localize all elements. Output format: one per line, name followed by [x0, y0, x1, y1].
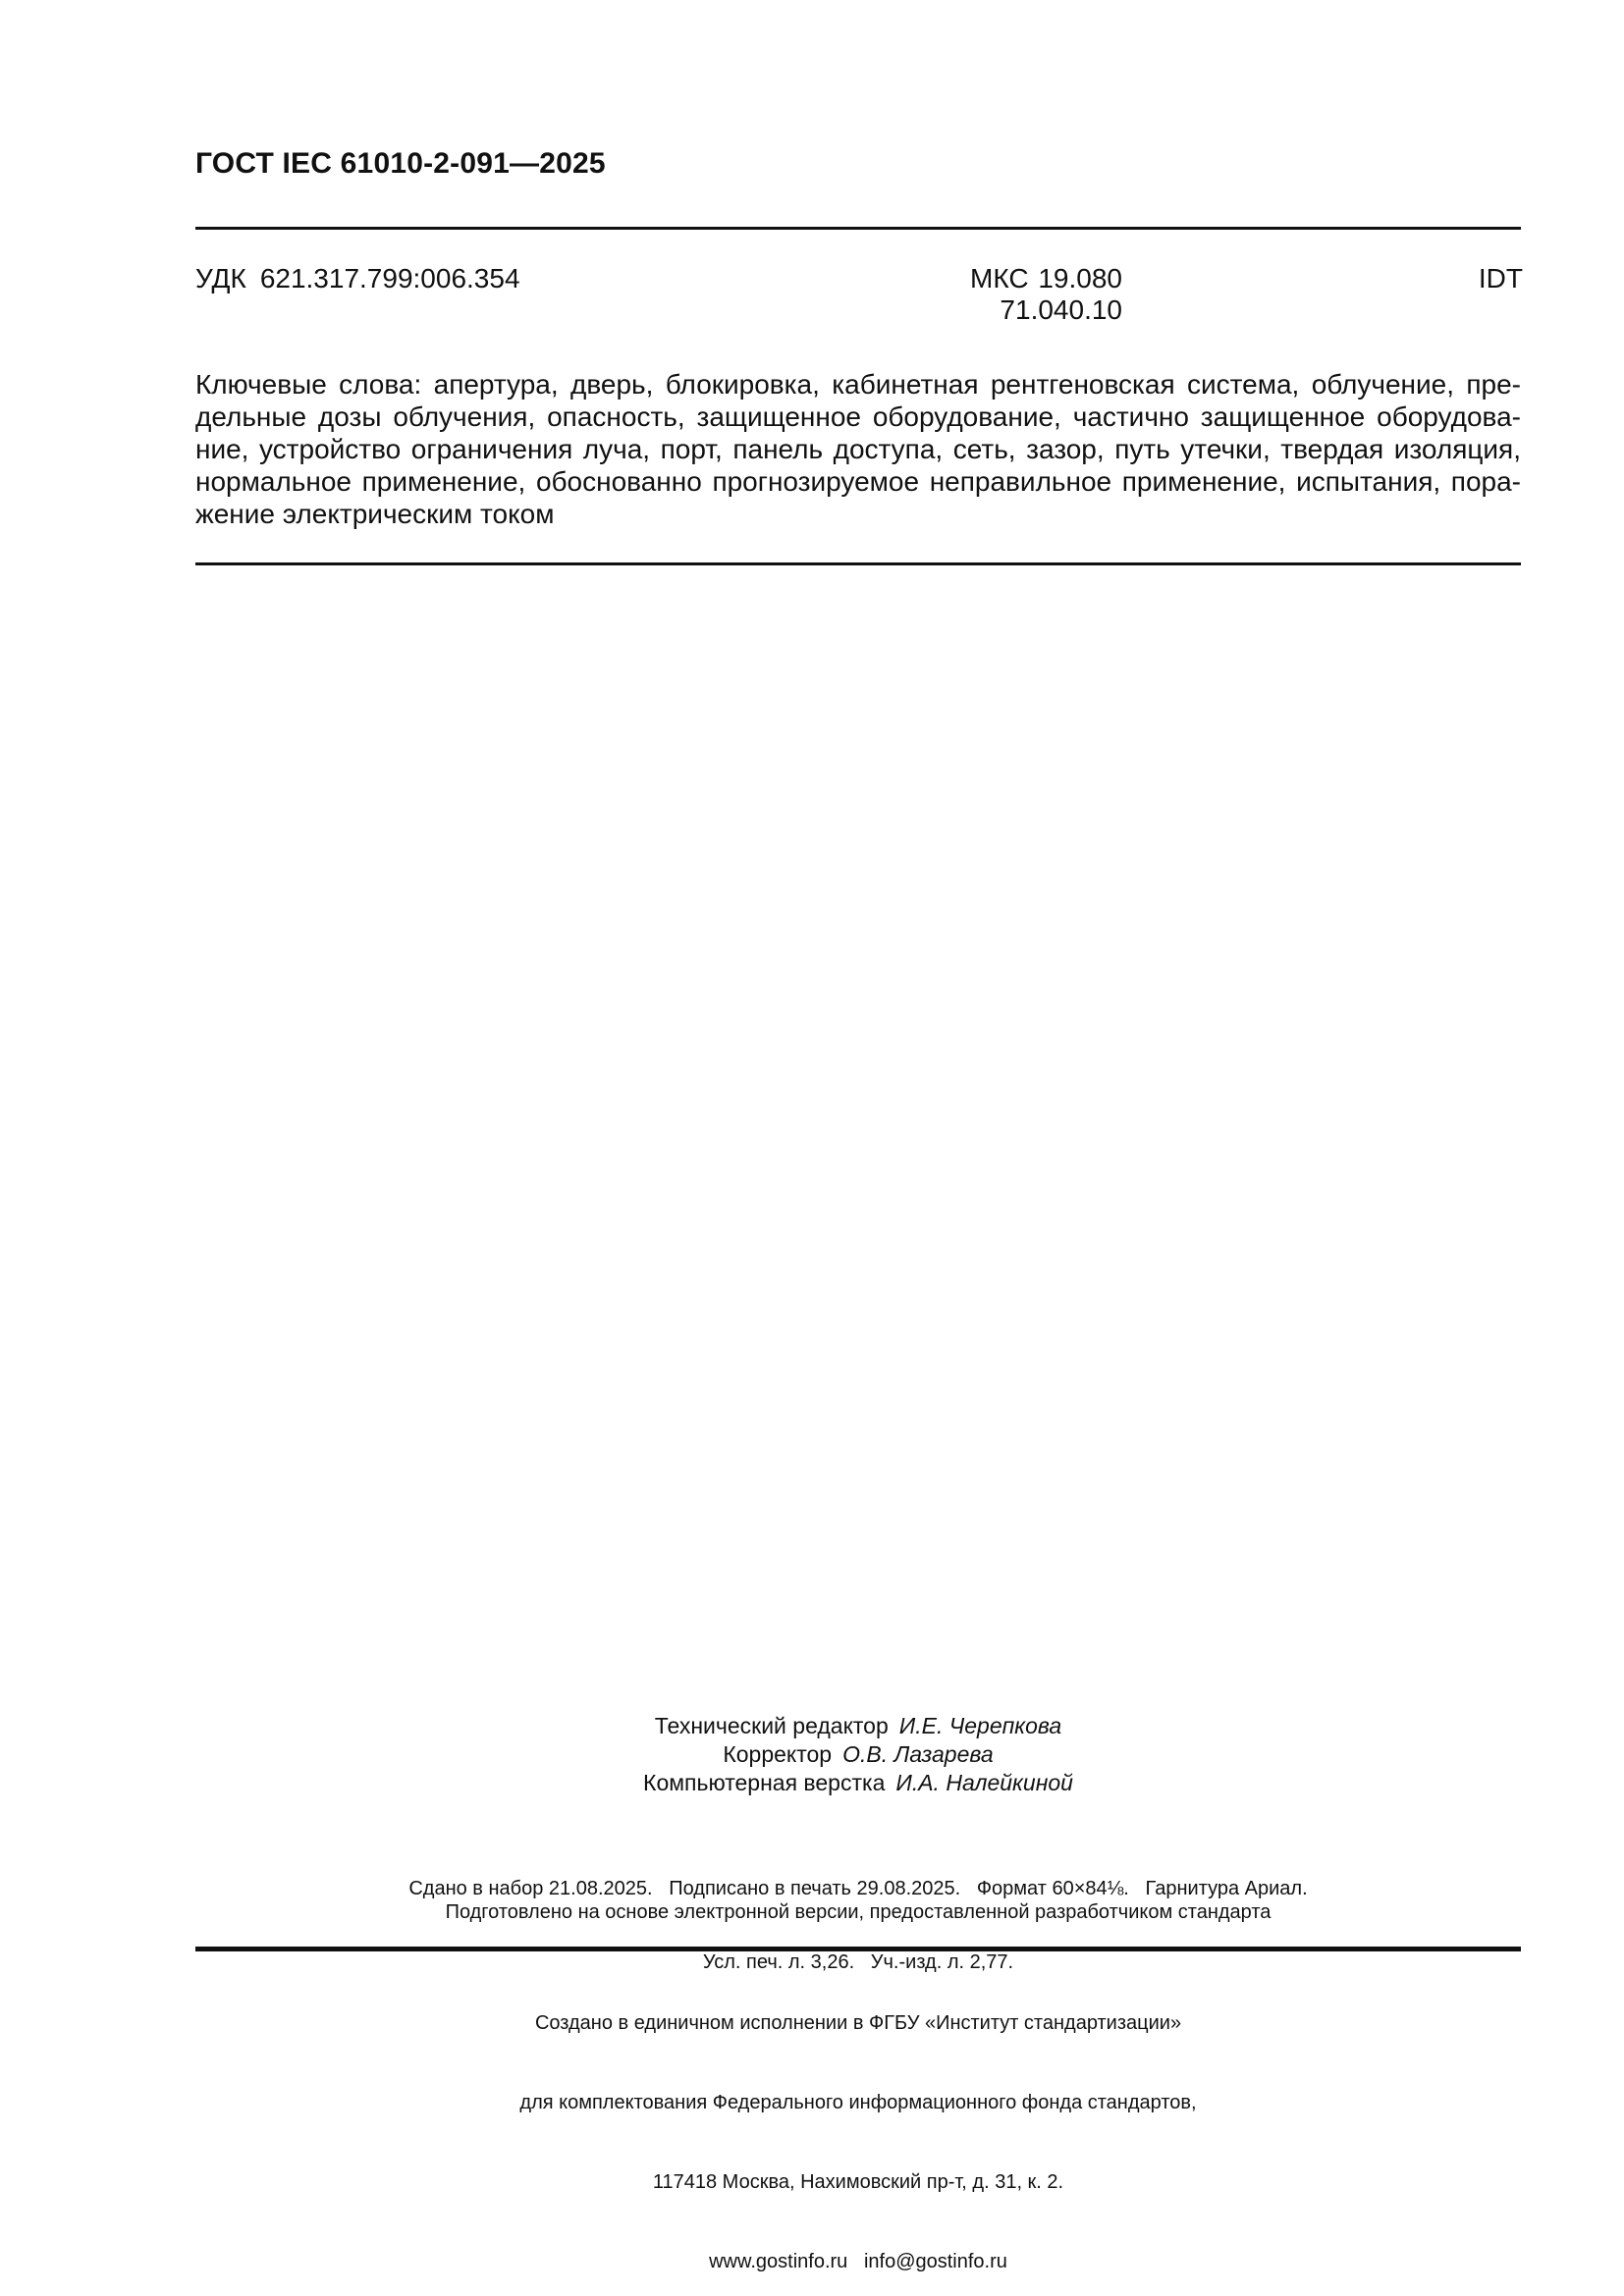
credit-person-name: И.А. Налейкиной — [895, 1770, 1073, 1795]
credit-role-label: Корректор — [723, 1741, 833, 1767]
credit-person-name: О.В. Лазарева — [842, 1741, 994, 1767]
udk-value: 621.317.799:006.354 — [259, 263, 520, 294]
credit-row-corrector — [195, 1740, 1521, 1769]
credit-role-label: Технический редактор — [654, 1713, 889, 1738]
imprint-line-dates-format: Сдано в набор 21.08.2025. Подписано в печать 29.08.2025. Формат 60×84⅛. Гарнитура Ариал. — [408, 1878, 1308, 1899]
keywords-line: Ключевые слова: апертура, дверь, блокировка, кабинетная рентгеновская система, облучение, пре- — [195, 369, 1521, 400]
keywords-line: дельные дозы облучения, опасность, защищенное оборудование, частично защищенное оборудова- — [195, 401, 1521, 432]
keywords-line: жение электрическим током — [195, 499, 555, 529]
credit-person-name: И.Е. Черепкова — [898, 1713, 1062, 1738]
mks-value-primary: 19.080 — [1038, 263, 1122, 294]
udk-classification — [195, 263, 520, 294]
publisher-line-purpose: для комплектования Федерального информационного фонда стандартов, — [519, 2092, 1197, 2113]
publisher-block — [195, 1957, 1521, 2296]
horizontal-rule-bottom — [195, 1947, 1521, 1951]
mks-row-primary — [970, 263, 1122, 294]
publisher-line-institution: Создано в единичном исполнении в ФГБУ «Институт стандартизации» — [534, 2012, 1182, 2034]
horizontal-rule-top — [195, 227, 1521, 230]
publisher-line-contacts: www.gostinfo.ru info@gostinfo.ru — [709, 2251, 1007, 2272]
keywords-line: ние, устройство ограничения луча, порт, панель доступа, сеть, зазор, путь утечки, твердая изоляция, — [195, 434, 1521, 464]
credit-row-layout — [195, 1769, 1521, 1797]
udk-label: УДК — [195, 263, 246, 294]
credit-role-label: Компьютерная верстка — [643, 1770, 886, 1795]
mks-value-secondary: 71.040.10 — [1000, 294, 1122, 325]
imprint-line-sheets: Усл. печ. л. 3,26. Уч.-изд. л. 2,77. — [702, 1951, 1014, 1973]
prepared-note: Подготовлено на основе электронной версии, предоставленной разработчиком стандарта — [445, 1901, 1272, 1923]
credits-block — [195, 1712, 1521, 1797]
idt-marker: IDT — [1478, 263, 1523, 294]
mks-label: МКС — [970, 263, 1029, 294]
standard-designation: ГОСТ IEC 61010-2-091—2025 — [195, 147, 606, 180]
keywords-line: нормальное применение, обоснованно прогнозируемое неправильное применение, испытания, пора- — [195, 466, 1521, 497]
publisher-line-address: 117418 Москва, Нахимовский пр-т, д. 31, к. 2. — [652, 2171, 1064, 2193]
credit-row-technical-editor — [195, 1712, 1521, 1740]
keywords-paragraph — [195, 368, 1521, 530]
mks-classification — [970, 263, 1122, 326]
horizontal-rule-middle — [195, 562, 1521, 565]
